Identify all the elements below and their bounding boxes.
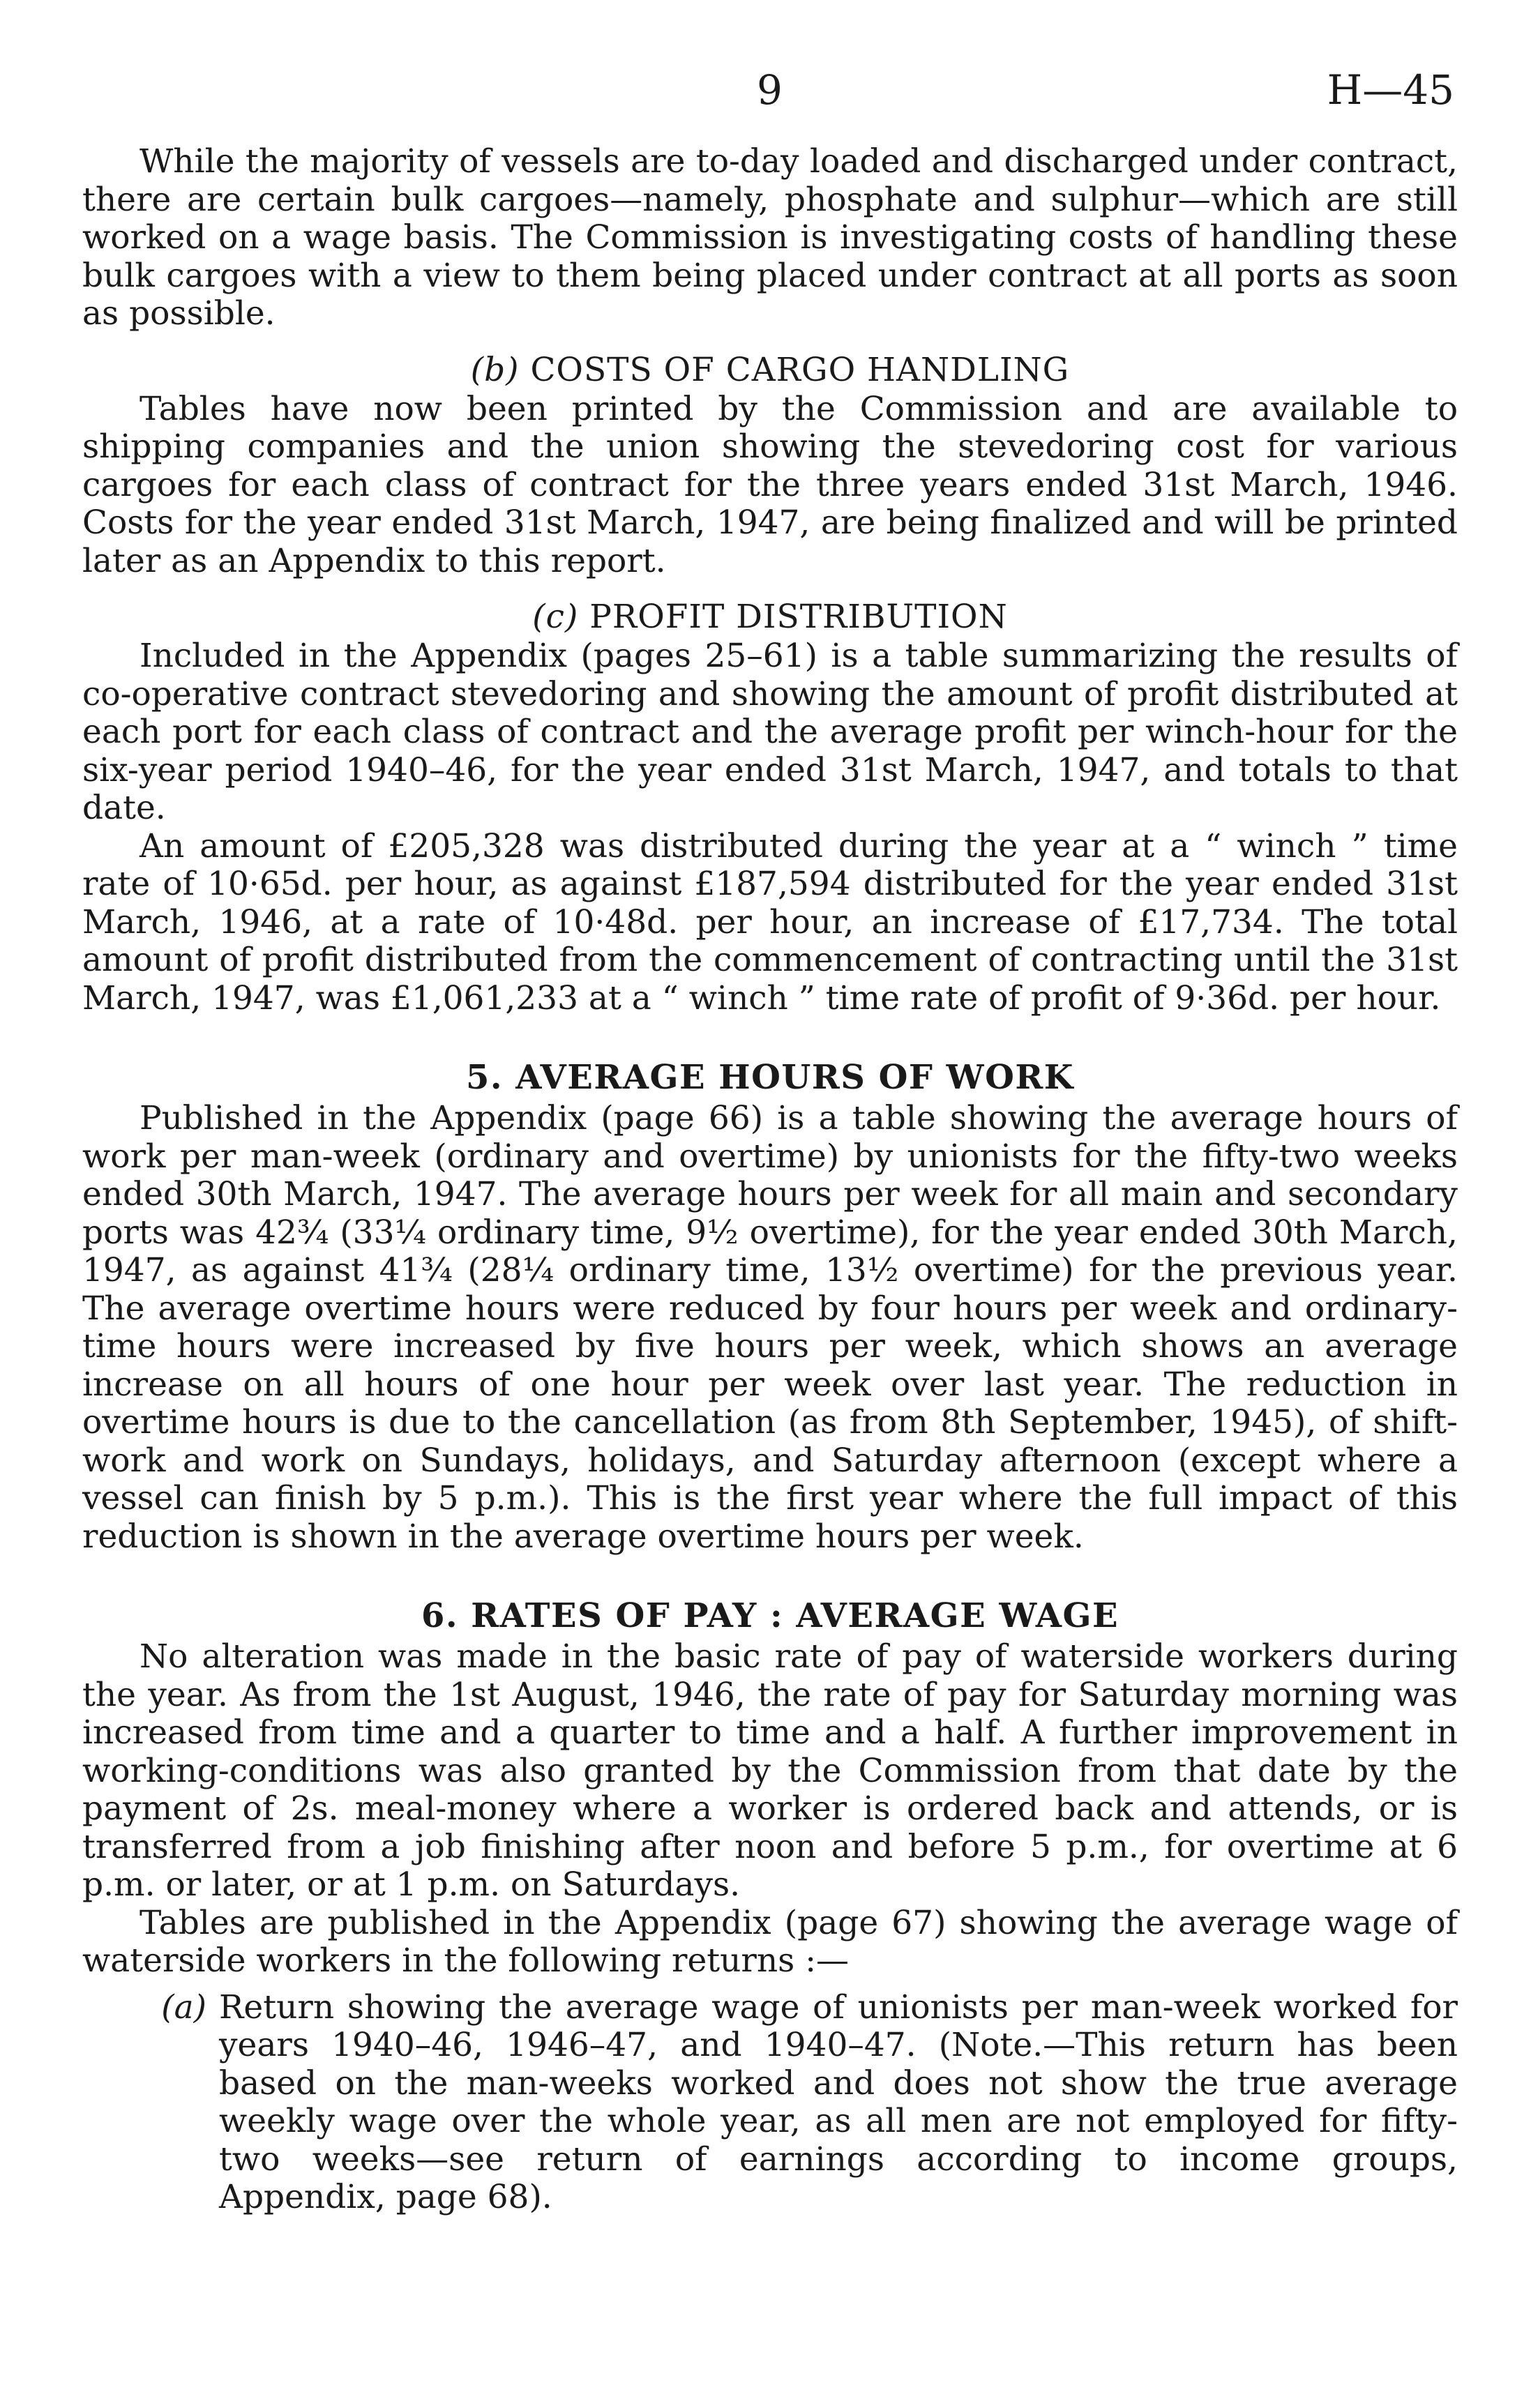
list-item: [82, 1989, 1458, 2217]
pay-section-title: 6. RATES OF PAY : AVERAGE WAGE: [421, 1596, 1119, 1635]
profit-heading: [82, 598, 1458, 636]
hours-section-title: 5. AVERAGE HOURS OF WORK: [465, 1058, 1075, 1097]
intro-paragraph: While the majority of vessels are to-day loaded and discharged under contract, there are certain bulk cargoes—namely, phosphate and sulphur—which are still worked on a wage basis. The Commission is investigating costs of handling these bulk cargoes with a view to them being placed under contract at all ports as soon as possible.: [82, 142, 1458, 333]
page-header: [0, 66, 1531, 122]
costs-paragraph: Tables have now been printed by the Commission and are available to shipping companies and the union showing the stevedoring cost for various cargoes for each class of contract for the three years ended 31st March, 1946. Costs for the year ended 31st March, 1947, are being finalized and will be printed later as an Appendix to this report.: [82, 389, 1458, 580]
return-label: (a): [161, 1987, 206, 2027]
costs-heading: [82, 351, 1458, 389]
return-text: Return showing the average wage of unionists per man-week worked for years 1940–46, 1946–47, and 1940–47. (Note.—This return has been based on the man-weeks worked and does not show the true average weekly wage over the whole year, as all men are not employed for fifty-two weeks—see return of earnings according to income groups, Appendix, page 68).: [219, 1987, 1458, 2216]
returns-list: [82, 1989, 1458, 2217]
costs-heading-title: COSTS OF CARGO HANDLING: [530, 350, 1070, 389]
hours-paragraph: Published in the Appendix (page 66) is a table showing the average hours of work per man-week (ordinary and overtime) by unionists for the fifty-two weeks ended 30th March, 1947. The average hours per week for all main and secondary ports was 42¾ (33¼ ordinary time, 9½ overtime), for the year ended 30th March, 1947, as against 41¾ (28¼ ordinary time, 13½ overtime) for the previous year. The average overtime hours were reduced by four hours per week and ordinary-time hours were increased by five hours per week, which shows an average increase on all hours of one hour per week over last year. The reduction in overtime hours is due to the cancellation (as from 8th September, 1945), of shift-work and work on Sundays, holidays, and Saturday afternoon (except where a vessel can finish by 5 p.m.). This is the first year where the full impact of this reduction is shown in the average overtime hours per week.: [82, 1099, 1458, 1556]
costs-heading-label: (b): [470, 350, 520, 389]
pay-paragraph-2: Tables are published in the Appendix (page 67) showing the average wage of waterside workers in the following returns :—: [82, 1903, 1458, 1980]
profit-heading-title: PROFIT DISTRIBUTION: [589, 598, 1008, 636]
profit-paragraph-2: An amount of £205,328 was distributed during the year at a “ winch ” time rate of 10·65d. per hour, as against £187,594 distributed for the year ended 31st March, 1946, at a rate of 10·48d. per hour, an increase of £17,734. The total amount of profit distributed from the commencement of contracting until the 31st March, 1947, was £1,061,233 at a “ winch ” time rate of profit of 9·36d. per hour.: [82, 826, 1458, 1017]
pay-paragraph-1: No alteration was made in the basic rate of pay of waterside workers during the year. As from the 1st August, 1946, the rate of pay for Saturday morning was increased from time and a quarter to time and a half. A further improvement in working-conditions was also granted by the Commission from that date by the payment of 2s. meal-money where a worker is ordered back and attends, or is transferred from a job finishing after noon and before 5 p.m., for overtime at 6 p.m. or later, or at 1 p.m. on Saturdays.: [82, 1637, 1458, 1904]
page-number: 9: [757, 66, 783, 114]
profit-heading-label: (c): [532, 598, 579, 636]
page-body: [82, 143, 1458, 2217]
document-code: H—45: [1327, 66, 1454, 114]
profit-paragraph-1: Included in the Appendix (pages 25–61) is a table summarizing the results of co-operative contract stevedoring and showing the amount of profit distributed at each port for each class of contract and the average profit per winch-hour for the six-year period 1940–46, for the year ended 31st March, 1947, and totals to that date.: [82, 637, 1458, 827]
